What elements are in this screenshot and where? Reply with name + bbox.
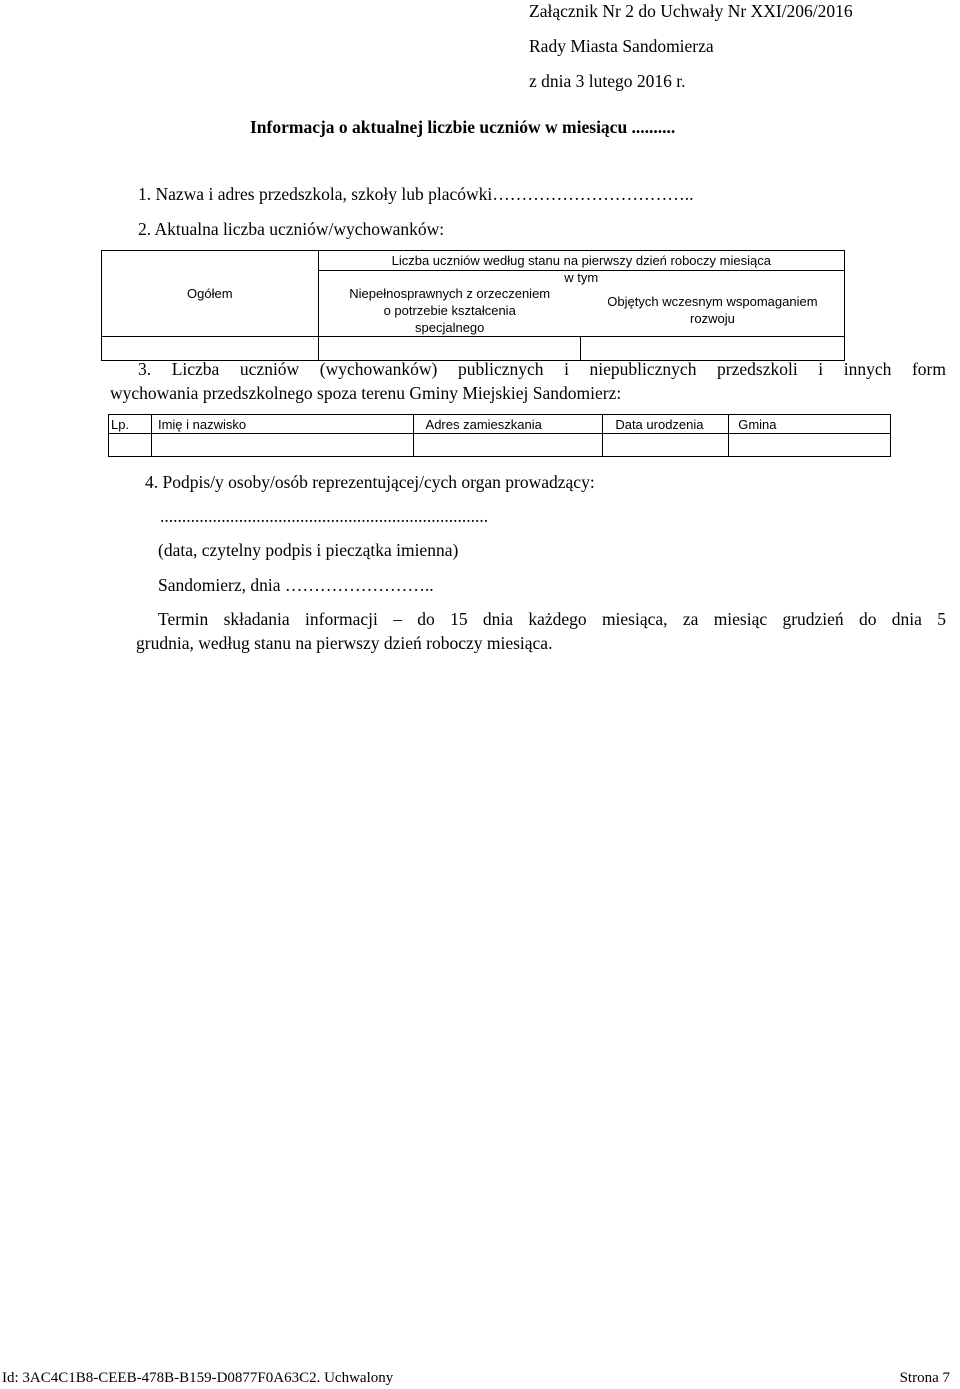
place-date-line: Sandomierz, dnia …………………….. <box>158 575 434 595</box>
cell-total[interactable] <box>102 336 319 360</box>
cell-disabled[interactable] <box>318 336 581 360</box>
header-birth-date: Data urodzenia <box>603 415 729 434</box>
header-lp: Lp. <box>109 415 152 434</box>
section-2: 2. Aktualna liczba uczniów/wychowanków: <box>138 219 445 239</box>
deadline-note-continued: grudnia, według stanu na pierwszy dzień roboczy miesiąca. <box>136 633 553 653</box>
col-group-header: Liczba uczniów według stanu na pierwszy dzień roboczy miesiąca <box>318 251 844 271</box>
footer-page-number: Strona 7 <box>899 1370 950 1386</box>
cell-municipality[interactable] <box>729 434 891 457</box>
student-count-table <box>101 250 845 361</box>
resolution-date: z dnia 3 lutego 2016 r. <box>529 71 686 91</box>
header-municipality: Gmina <box>729 415 891 434</box>
deadline-note: Termin składania informacji – do 15 dnia każdego miesiąca, za miesiąc grudzień do dnia 5 <box>158 609 946 629</box>
document-title: Informacja o aktualnej liczbie uczniów w miesiącu .......... <box>250 117 676 137</box>
section-3-continued: wychowania przedszkolnego spoza terenu Gminy Miejskiej Sandomierz: <box>110 383 622 403</box>
header-name: Imię i nazwisko <box>151 415 413 434</box>
section-4: 4. Podpis/y osoby/osób reprezentującej/cych organ prowadzący: <box>145 472 595 492</box>
section-1: 1. Nazwa i adres przedszkola, szkoły lub placówki…………………………….. <box>138 184 694 204</box>
council-label: Rady Miasta Sandomierza <box>529 36 714 56</box>
cell-early-support[interactable] <box>581 336 845 360</box>
subgroup-header: w tym <box>318 271 844 285</box>
signature-line: ........................................................................... <box>160 506 489 526</box>
header-address: Adres zamieszkania <box>413 415 603 434</box>
cell-lp[interactable] <box>109 434 152 457</box>
section-3: 3. Liczba uczniów (wychowanków) publicznych i niepublicznych przedszkoli i innych form <box>138 359 946 379</box>
cell-name[interactable] <box>151 434 413 457</box>
cell-address[interactable] <box>413 434 603 457</box>
sub-header-early-support: Objętych wczesnym wspomaganiem rozwoju <box>581 285 845 337</box>
cell-birth-date[interactable] <box>603 434 729 457</box>
sub-header-disabled: Niepełnosprawnych z orzeczeniem o potrzebie kształcenia specjalnego <box>318 285 581 337</box>
outside-students-table <box>108 414 891 457</box>
attachment-label: Załącznik Nr 2 do Uchwały Nr XXI/206/2016 <box>529 1 853 21</box>
footer-document-id: Id: 3AC4C1B8-CEEB-478B-B159-D0877F0A63C2. Uchwalony <box>2 1370 394 1386</box>
signature-caption: (data, czytelny podpis i pieczątka imienna) <box>158 540 459 560</box>
col-total-header: Ogółem <box>102 251 319 337</box>
